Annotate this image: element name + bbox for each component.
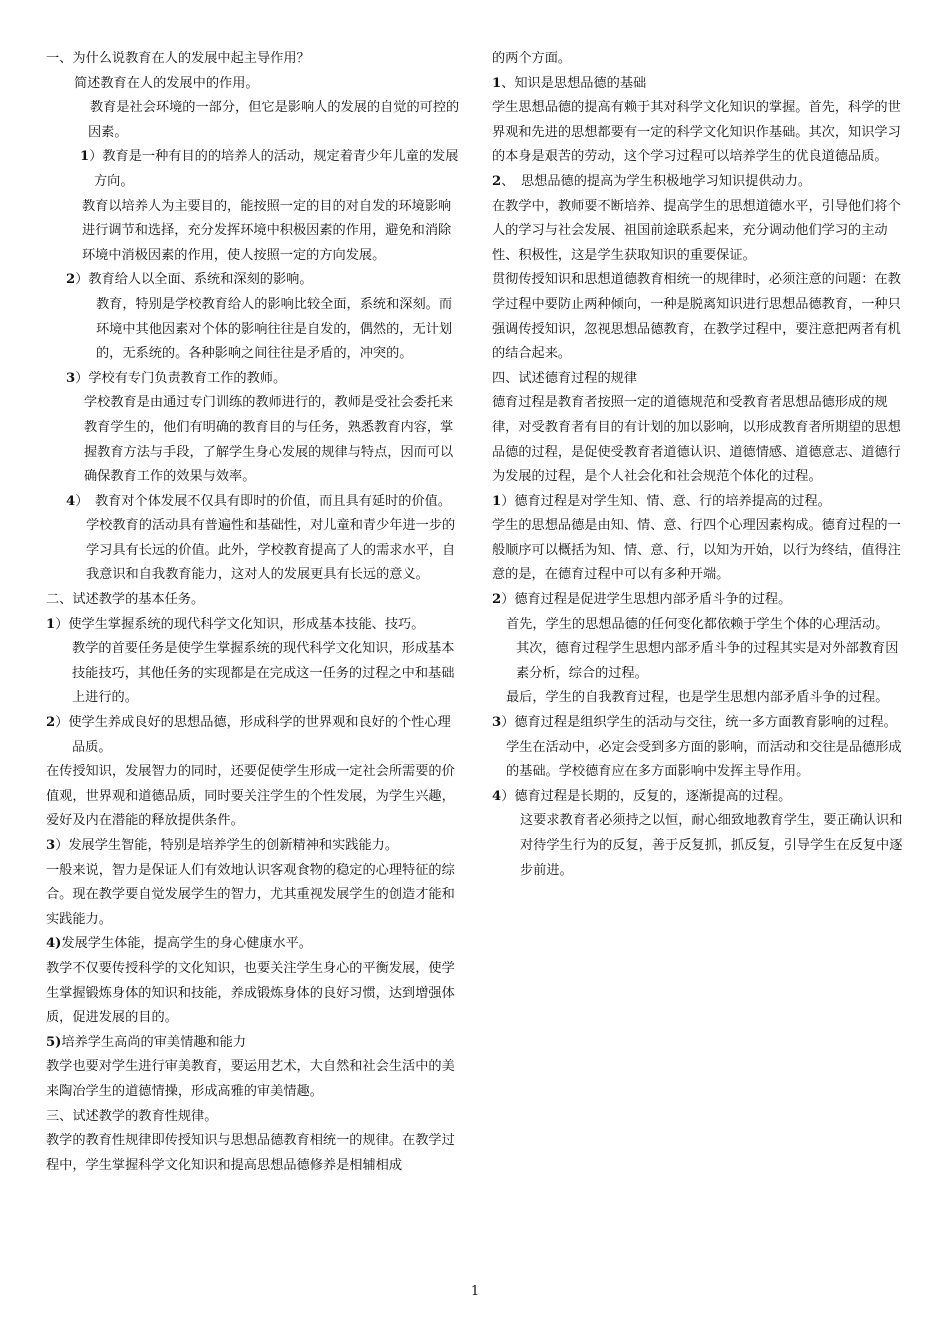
paragraph: [492, 47, 906, 72]
item-number: 1: [46, 616, 56, 632]
paragraph: [492, 391, 906, 489]
paragraph: [46, 268, 462, 293]
paragraph: [46, 1129, 462, 1178]
paragraph-text: 教育是社会环境的一部分，但它是影响人的发展的自觉的可控的因素。: [88, 100, 460, 140]
page-number: 1: [470, 1284, 480, 1299]
left-column: [46, 47, 462, 1178]
paragraph-text: 、 思想品德的提高为学生积极地学习知识提供动力。: [501, 173, 812, 189]
paragraph-text: 二、试述教学的基本任务。: [46, 592, 205, 608]
paragraph: [492, 490, 906, 515]
paragraph-text: ）德育过程是促进学生思想内部矛盾斗争的过程。: [501, 592, 792, 608]
paragraph-text: 发展学生体能，提高学生的身心健康水平。: [61, 936, 312, 952]
paragraph-text: 的两个方面。: [492, 51, 572, 66]
paragraph-text: 教育，特别是学校教育给人的影响比较全面，系统和深刻。而环境中其他因素对个体的影响往往是自发的，偶然的，无计划的，无系统的。各种影响之间往往是矛盾的，冲突的。: [96, 296, 453, 362]
paragraph: [46, 1105, 462, 1130]
paragraph: [46, 760, 462, 834]
paragraph: [46, 490, 462, 515]
paragraph-text: 四、试述德育过程的规律: [492, 370, 638, 386]
paragraph: [492, 637, 906, 686]
paragraph-text: 教学的教育性规律即传授知识与思想品德教育相统一的规律。在教学过程中，学生掌握科学文化知识和提高思想品德修养是相辅相成: [46, 1133, 455, 1173]
paragraph-text: 学校教育是由通过专门训练的教师进行的，教师是受社会委托来教育学生的，他们有明确的教育目的与任务，熟悉教育内容，掌握教育方法与手段，了解学生身心发展的规律与特点，因而可以确保教育工作的效果与效率。: [84, 395, 454, 485]
paragraph: [46, 1055, 462, 1104]
paragraph-text: ） 教育对个体发展不仅具有即时的价值，而且具有延时的价值。: [75, 493, 452, 509]
paragraph: [46, 613, 462, 638]
paragraph: [46, 834, 462, 859]
paragraph: [46, 859, 462, 933]
paragraph-text: ）发展学生智能，特别是培养学生的创新精神和实践能力。: [55, 838, 399, 853]
paragraph-text: 最后，学生的自我教育过程，也是学生思想内部矛盾斗争的过程。: [506, 690, 889, 706]
paragraph-text: 教育以培养人为主要目的，能按照一定的目的对自发的环境影响进行调节和选择，充分发挥环境中积极因素的作用，避免和消除环境中消极因素的作用，使人按照一定的方向发展。: [82, 198, 452, 263]
paragraph: [492, 514, 906, 588]
item-number: 5): [46, 1034, 62, 1050]
paragraph-text: 培养学生高尚的审美情趣和能力: [61, 1034, 247, 1050]
paragraph-text: 这要求教育者必须持之以恒，耐心细致地教育学生，要正确认识和对待学生行为的反复，善于反复抓，抓反复，引导学生在反复中逐步前进。: [520, 813, 903, 878]
item-number: 4: [66, 493, 76, 509]
paragraph-text: ）学校有专门负责教育工作的教师。: [75, 370, 287, 386]
paragraph: [492, 809, 906, 883]
paragraph-text: 、知识是思想品德的基础: [501, 75, 647, 91]
item-number: 4): [46, 936, 62, 952]
item-number: 1: [492, 75, 502, 91]
paragraph-text: 德育过程是教育者按照一定的道德规范和受教育者思想品德形成的规律，对受教育者有目的有计划的加以影响，以形成教育者所期望的思想品德的过程，是促使受教育者道德认识、道德情感、道德意志、道德行为发展的过程，是个人社会化和社会规范个体化的过程。: [492, 395, 901, 485]
paragraph-text: ）教育给人以全面、系统和深刻的影响。: [75, 272, 313, 288]
paragraph: [46, 145, 462, 194]
paragraph: [492, 268, 906, 366]
paragraph: [46, 1031, 462, 1056]
paragraph: [46, 367, 462, 392]
paragraph-text: 在传授知识，发展智力的同时，还要促使学生形成一定社会所需要的价值观，世界观和道德品质，同时要关注学生的个性发展，为学生兴趣，爱好及内在潜能的释放提供条件。: [46, 764, 455, 829]
paragraph-text: 教学的首要任务是使学生掌握系统的现代科学文化知识，形成基本技能技巧，其他任务的实现都是在完成这一任务的过程之中和基础上进行的。: [72, 641, 455, 706]
paragraph: [492, 170, 906, 195]
paragraph-text: 在教学中，教师要不断培养、提高学生的思想道德水平，引导他们将个人的学习与社会发展、祖国前途联系起来，充分调动他们学习的主动性、积极性，这是学生获取知识的重要保证。: [492, 198, 901, 263]
paragraph-text: 贯彻传授知识和思想道德教育相统一的规律时，必须注意的问题：在教学过程中要防止两种倾向，一种是脱离知识进行思想品德教育，一种只强调传授知识，忽视思想品德教育，在教学过程中，要注意把两者有机的结合起来。: [492, 272, 901, 362]
item-number: 3: [46, 838, 56, 853]
paragraph: [46, 293, 462, 367]
item-number: 3: [66, 370, 76, 386]
paragraph-text: ）德育过程是组织学生的活动与交往，统一多方面教育影响的过程。学生在活动中，必定会受到多方面的影响，而活动和交往是品德形成的基础。学校德育应在多方面影响中发挥主导作用。: [501, 715, 902, 780]
item-number: 4: [492, 788, 502, 804]
paragraph-text: ）使学生掌握系统的现代科学文化知识，形成基本技能、技巧。: [55, 616, 425, 632]
paragraph: [46, 637, 462, 711]
paragraph: [492, 785, 906, 810]
paragraph: [46, 957, 462, 1031]
paragraph-text: 学生思想品德的提高有赖于其对科学文化知识的掌握。首先，科学的世界观和先进的思想都要有一定的科学文化知识作基础。其次，知识学习的本身是艰苦的劳动，这个学习过程可以培养学生的优良道德品质。: [492, 100, 901, 165]
item-number: 3: [492, 715, 502, 731]
item-number: 2: [66, 272, 76, 288]
item-number: 1: [492, 493, 502, 509]
paragraph: [46, 588, 462, 613]
paragraph-text: ）使学生养成良好的思想品德，形成科学的世界观和良好的个性心理品质。: [55, 715, 451, 755]
item-number: 2: [492, 592, 502, 608]
paragraph: [492, 686, 906, 711]
item-number: 2: [46, 715, 56, 731]
paragraph: [492, 195, 906, 269]
right-column: [492, 47, 906, 883]
paragraph: [46, 711, 462, 760]
paragraph-text: 教学不仅要传授科学的文化知识，也要关注学生身心的平衡发展，使学生掌握锻炼身体的知识和技能，养成锻炼身体的良好习惯，达到增强体质，促进发展的目的。: [46, 960, 455, 1026]
paragraph: [492, 72, 906, 97]
paragraph: [46, 391, 462, 489]
paragraph-text: 教学也要对学生进行审美教育，要运用艺术，大自然和社会生活中的美来陶冶学生的道德情操，形成高雅的审美情趣。: [46, 1059, 455, 1099]
item-number: 1: [80, 149, 90, 165]
paragraph-text: 一般来说，智力是保证人们有效地认识客观食物的稳定的心理特征的综合。现在教学要自觉发展学生的智力，尤其重视发展学生的创造才能和实践能力。: [46, 862, 455, 927]
paragraph-text: 学校教育的活动具有普遍性和基础性，对儿童和青少年进一步的学习具有长远的价值。此外，学校教育提高了人的需求水平，自我意识和自我教育能力，这对人的发展更具有长远的意义。: [86, 518, 456, 583]
paragraph-text: 三、试述教学的教育性规律。: [46, 1108, 218, 1124]
paragraph: [46, 72, 462, 97]
paragraph-text: 学生的思想品德是由知、情、意、行四个心理因素构成。德育过程的一般顺序可以概括为知、情、意、行，以知为开始，以行为终结，值得注意的是，在德育过程中可以有多种开端。: [492, 518, 901, 583]
paragraph: [46, 932, 462, 957]
paragraph-text: 其次，德育过程学生思想内部矛盾斗争的过程其实是对外部教育因素分析，综合的过程。: [516, 641, 899, 681]
paragraph-text: ）德育过程是对学生知、情、意、行的培养提高的过程。: [501, 493, 831, 509]
item-number: 2: [492, 173, 502, 189]
paragraph: [492, 367, 906, 392]
paragraph: [46, 514, 462, 588]
paragraph: [46, 47, 462, 72]
paragraph-text: ）德育过程是长期的，反复的，逐渐提高的过程。: [501, 788, 792, 804]
paragraph-text: 一、为什么说教育在人的发展中起主导作用？: [46, 51, 310, 66]
paragraph: [492, 588, 906, 613]
paragraph: [492, 711, 906, 785]
paragraph: [46, 96, 462, 145]
paragraph-text: 简述教育在人的发展中的作用。: [74, 75, 259, 91]
paragraph: [492, 613, 906, 638]
paragraph-text: ）教育是一种有目的的培养人的活动，规定着青少年儿童的发展方向。: [89, 149, 459, 189]
paragraph-text: 首先，学生的思想品德的任何变化都依赖于学生个体的心理活动。: [506, 616, 889, 632]
paragraph: [492, 96, 906, 170]
paragraph: [46, 195, 462, 269]
